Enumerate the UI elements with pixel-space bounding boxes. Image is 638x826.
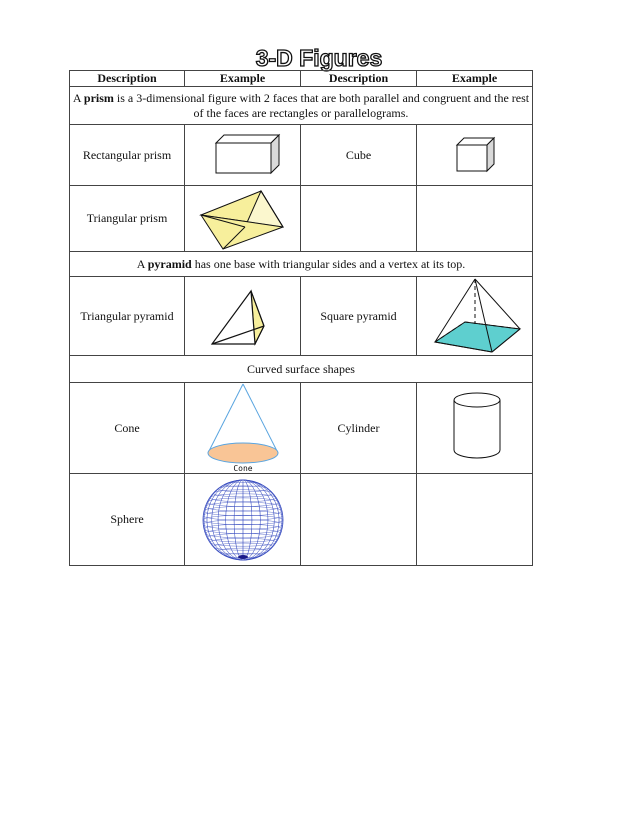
table-row: [70, 125, 533, 186]
rectangular-prism-figure: [185, 125, 301, 186]
cylinder-figure: [417, 383, 533, 474]
label-sphere: Sphere: [70, 474, 185, 566]
square-pyramid-icon: [420, 277, 530, 355]
prism-definition: [70, 87, 533, 125]
rectangular-prism-icon: [188, 130, 298, 180]
header-example-2: Example: [417, 71, 533, 87]
label-triangular-prism: Triangular prism: [70, 186, 185, 252]
prism-def-pre: A: [72, 90, 84, 105]
square-pyramid-figure: [417, 277, 533, 356]
pyramid-definition-row: [70, 252, 533, 277]
cylinder-icon: [420, 388, 530, 468]
title-text: 3-D Figures: [255, 45, 383, 71]
empty-cell: [301, 474, 417, 566]
label-cube: Cube: [301, 125, 417, 186]
cube-figure: [417, 125, 533, 186]
page-title: [0, 44, 638, 72]
curved-heading: Curved surface shapes: [70, 356, 533, 383]
prism-def-post: is a 3-dimensional figure with 2 faces that are both parallel and congruent and the rest of the faces are rectangles or parallelograms.: [113, 90, 530, 120]
empty-cell: [301, 186, 417, 252]
header-example-1: Example: [185, 71, 301, 87]
sphere-icon: [188, 476, 298, 564]
empty-cell: [417, 186, 533, 252]
label-square-pyramid: Square pyramid: [301, 277, 417, 356]
prism-term: prism: [83, 90, 114, 105]
label-triangular-pyramid: Triangular pyramid: [70, 277, 185, 356]
label-cone: Cone: [70, 383, 185, 474]
header-description-2: Description: [301, 71, 417, 87]
pyramid-def-pre: A: [136, 256, 148, 271]
table-row: [70, 277, 533, 356]
header-description-1: Description: [70, 71, 185, 87]
pyramid-term: pyramid: [147, 256, 192, 271]
cone-figure: [185, 383, 301, 474]
table-row: [70, 383, 533, 474]
triangular-pyramid-figure: [185, 277, 301, 356]
triangular-pyramid-icon: [188, 281, 298, 351]
header-row: [70, 71, 533, 87]
curved-heading-row: [70, 356, 533, 383]
cone-icon: [188, 383, 298, 473]
pyramid-definition: [70, 252, 533, 277]
sphere-figure: [185, 474, 301, 566]
table-row: [70, 186, 533, 252]
empty-cell: [417, 474, 533, 566]
pyramid-def-post: has one base with triangular sides and a vertex at its top.: [191, 256, 466, 271]
label-rectangular-prism: Rectangular prism: [70, 125, 185, 186]
table-row: [70, 474, 533, 566]
triangular-prism-icon: [188, 187, 298, 251]
prism-definition-row: [70, 87, 533, 125]
cone-caption: Cone: [232, 464, 253, 473]
triangular-prism-figure: [185, 186, 301, 252]
cube-icon: [420, 130, 530, 180]
label-cylinder: Cylinder: [301, 383, 417, 474]
figures-table: [69, 70, 533, 566]
